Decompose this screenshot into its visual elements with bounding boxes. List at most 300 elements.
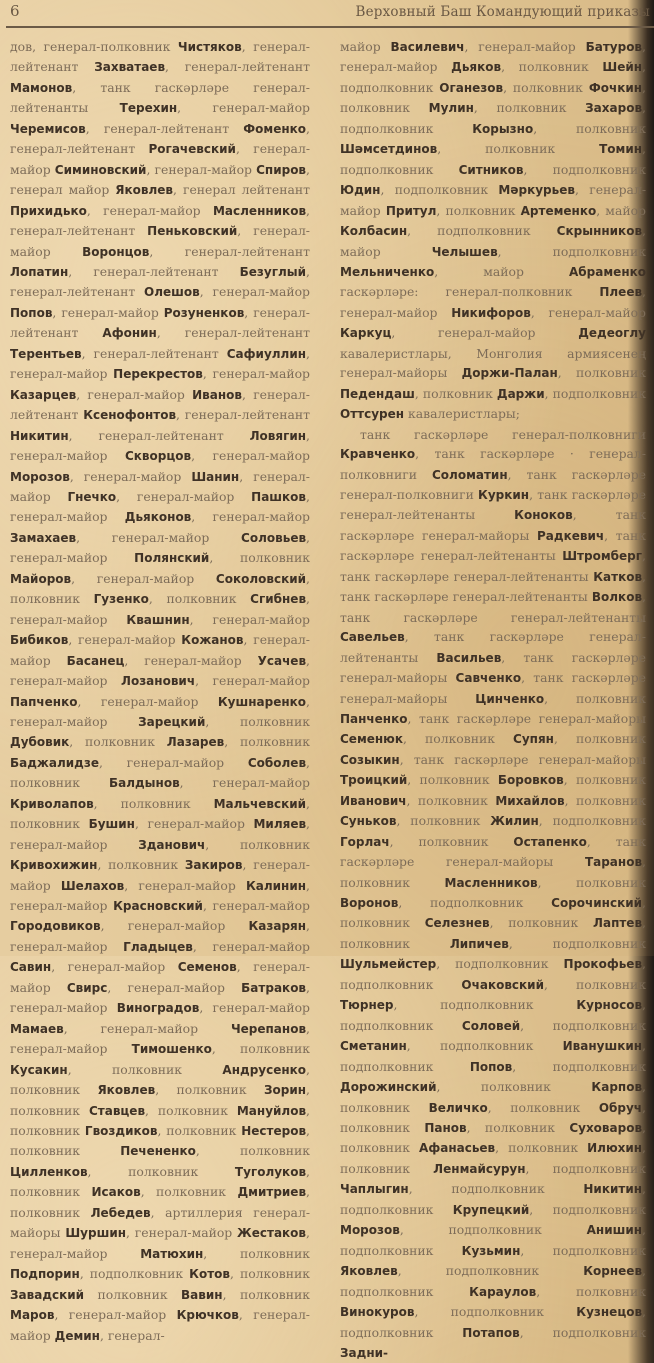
rank-text: , генерал-лейтенант	[176, 407, 310, 423]
person-name: Яковлев	[340, 1264, 398, 1279]
person-name: Миляев	[253, 817, 307, 832]
rank-text: , подполковник	[398, 895, 552, 911]
rank-text: , генерал-майор	[10, 1225, 310, 1261]
rank-text: , подполковник	[407, 223, 557, 239]
rank-text: , полковник	[466, 1120, 570, 1136]
rank-text: , полковник	[396, 813, 491, 829]
person-name: Калинин	[245, 878, 307, 893]
rank-text: , подполковник	[340, 100, 646, 136]
rank-text: , полковник	[67, 1061, 223, 1077]
rank-text: , полковник	[224, 734, 310, 750]
person-name: Артеменко	[520, 203, 597, 218]
person-name: Созыкин	[340, 752, 400, 767]
rank-text: , полковник	[222, 1286, 310, 1302]
person-name: Баджалидзе	[10, 755, 99, 770]
rank-text: , танк гаскәрләре генерал-лейтенанты	[340, 527, 646, 564]
rank-text: , генерал-майор	[10, 488, 310, 525]
person-name: Абраменко	[569, 264, 646, 279]
rank-text: , подполковник	[340, 59, 646, 95]
rank-text: , подполковник	[508, 935, 646, 951]
person-name: Черемисов	[10, 121, 86, 136]
rank-text: , подполковник	[497, 243, 646, 259]
person-name: Курносов	[576, 998, 643, 1013]
person-name: Туголуков	[234, 1164, 307, 1179]
person-name: Анишин	[586, 1223, 643, 1238]
person-name: Горлач	[340, 834, 390, 849]
rank-text: , полковник	[10, 1123, 310, 1159]
paragraph	[10, 37, 310, 1346]
person-name: Завадский	[10, 1287, 85, 1302]
person-name: Доржи-Палан	[461, 366, 558, 381]
person-name: Мельниченко	[340, 264, 435, 279]
rank-text: , генерал-майор	[10, 918, 310, 954]
person-name: Дьяконов	[124, 510, 192, 525]
rank-text: , танк гаскәрләре генерал-майоры	[399, 751, 646, 767]
person-name: Морозов	[10, 469, 70, 484]
person-name: Шанин	[191, 469, 240, 484]
person-name: Никифоров	[451, 305, 531, 320]
person-name: Семенов	[177, 960, 237, 975]
rank-text: , подполковник	[399, 1222, 587, 1238]
rank-text: , генерал-лейтенант	[10, 263, 310, 300]
rank-text: , генерал-майор	[10, 223, 310, 259]
person-name: Шульмейстер	[340, 957, 437, 972]
rank-text: , генерал-майор	[189, 611, 310, 627]
person-name: Коноков	[514, 508, 573, 523]
person-name: Полянский	[134, 551, 210, 566]
rank-text: , полковник	[97, 857, 185, 873]
person-name: Подпорин	[10, 1267, 80, 1282]
rank-text: , полковник	[10, 570, 310, 607]
person-name: Сгибнев	[250, 592, 307, 607]
person-name: Прихидько	[10, 203, 87, 218]
rank-text: , полковник	[437, 141, 600, 157]
rank-text: , генерал-майор	[10, 141, 311, 177]
person-name: Городовиков	[10, 919, 101, 934]
rank-text: , генерал-майор	[107, 979, 242, 995]
person-name: Суховаров	[569, 1121, 643, 1136]
person-name: Мулин	[428, 101, 474, 116]
person-name: Караулов	[469, 1284, 537, 1299]
person-name: Обруч	[598, 1100, 643, 1115]
rank-text: , генерал-майор	[10, 857, 310, 893]
rank-text: , генерал-лейтенант	[156, 325, 310, 341]
person-name: Юдин	[340, 183, 381, 198]
person-name: Афонин	[102, 326, 157, 341]
rank-text: кавалеристлары;	[404, 406, 520, 422]
person-name: Усачев	[257, 653, 307, 668]
right-column	[340, 37, 646, 1363]
person-name: Дорожинский	[340, 1080, 437, 1095]
person-name: Селезнев	[424, 916, 490, 931]
person-name: Соловьев	[241, 530, 307, 545]
person-name: Соломатин	[431, 467, 508, 482]
rank-text: , полковник	[69, 734, 167, 750]
rank-text: , полковник	[389, 833, 514, 849]
rank-text: , полковник	[503, 79, 589, 95]
paragraph	[340, 37, 646, 425]
rank-text: , полковник	[533, 120, 646, 136]
rank-text: , полковник	[205, 836, 310, 852]
person-name: Оганезов	[439, 80, 504, 95]
person-name: Васильев	[436, 650, 502, 665]
person-name: Гвоздиков	[84, 1124, 158, 1139]
rank-text: , подполковник	[340, 1304, 646, 1340]
rank-text: , полковник	[501, 59, 603, 75]
person-name: Кривохижин	[10, 858, 98, 873]
person-name: Зарецкий	[138, 714, 206, 729]
person-name: Нестеров	[241, 1124, 307, 1139]
person-name: Соколовский	[215, 571, 307, 586]
person-name: Пеньковский	[147, 224, 238, 239]
person-name: Жестаков	[237, 1226, 307, 1241]
person-name: Воронов	[340, 896, 399, 911]
person-name: Супян	[513, 732, 554, 747]
rank-text: , полковник	[148, 591, 251, 607]
person-name: Казарцев	[10, 387, 77, 402]
person-name: Перекрестов	[113, 367, 203, 382]
person-name: Илюхин	[587, 1141, 643, 1156]
person-name: Виноградов	[116, 1001, 200, 1016]
person-name: Красновский	[113, 899, 203, 914]
rank-text: , подполковник	[520, 1242, 646, 1258]
rank-text: , полковник	[340, 895, 646, 931]
rank-text: , генерал-майор	[191, 448, 310, 464]
person-name: Лебедев	[90, 1205, 151, 1220]
person-name: Басанец	[66, 653, 125, 668]
rank-text: , генерал-лейтенант	[10, 120, 310, 157]
rank-text: , генерал-майор	[134, 816, 254, 832]
rank-text: , полковник	[340, 1140, 646, 1176]
person-name: Яковлев	[97, 1083, 156, 1098]
rank-text: , подполковник	[408, 1181, 584, 1197]
person-name: Томин	[599, 142, 643, 157]
person-name: Винокуров	[340, 1305, 415, 1320]
rank-text: , генерал-лейтенант	[68, 427, 250, 443]
rank-text: , подполковник	[380, 182, 499, 198]
rank-text: , подполковник	[406, 1038, 563, 1054]
rank-text: , полковник	[10, 795, 310, 832]
person-name: Остапенко	[513, 834, 587, 849]
rank-text: , полковник	[195, 1143, 310, 1159]
rank-text: , генерал-майор	[10, 468, 310, 504]
person-name: Дедеоглу	[578, 326, 646, 341]
person-name: Печененко	[120, 1144, 196, 1159]
rank-text: , генерал-лейтенант	[10, 202, 310, 239]
person-name: Захаров	[585, 101, 643, 116]
page-header	[6, 0, 654, 28]
person-name: Исаков	[91, 1185, 141, 1200]
rank-text: , генерал-майор	[10, 1020, 310, 1057]
person-name: Кушнаренко	[217, 694, 307, 709]
rank-text: , майор	[434, 263, 570, 279]
person-name: Вавин	[181, 1287, 223, 1302]
person-name: Лопатин	[10, 264, 69, 279]
rank-text: , генерал-майор	[177, 100, 310, 116]
rank-text: , полковник	[487, 1099, 599, 1115]
rank-text: , подполковник	[436, 956, 564, 972]
rank-text: , генерал-лейтенант	[85, 120, 244, 136]
rank-text: , полковник	[436, 1079, 592, 1095]
rank-text: , генерал-майор	[10, 345, 310, 382]
person-name: Андрусенко	[222, 1062, 307, 1077]
rank-text: , подполковник	[519, 1324, 646, 1340]
person-name: Семенюк	[340, 732, 403, 747]
rank-text: , генерал-лейтенант	[10, 39, 310, 75]
rank-text: , танк гаскәрләре генерал-майоры	[340, 670, 646, 706]
rank-text: , полковник	[407, 772, 498, 788]
rank-text: , полковник	[140, 1184, 238, 1200]
person-name: Лазарев	[166, 735, 225, 750]
person-name: Рогачевский	[148, 142, 236, 157]
rank-text: , генерал-майор	[52, 304, 164, 320]
rank-text: , генерал-майор	[191, 509, 310, 525]
rank-text: , генерал-майор	[68, 632, 182, 648]
rank-text: , майор	[596, 202, 646, 218]
rank-text: , танк гаскәрләре генерал-майоры	[407, 710, 646, 726]
person-name: Соболев	[247, 755, 307, 770]
person-name: Панченко	[340, 711, 408, 726]
person-name: Майоров	[10, 571, 72, 586]
person-name: Мәркурьев	[498, 183, 575, 198]
rank-text: , генерал-лейтенант	[10, 304, 310, 341]
rank-text: , полковник	[536, 1283, 646, 1299]
rank-text: , генерал-майор	[391, 325, 579, 341]
rank-text: , генерал-майор	[10, 959, 310, 995]
person-name: Розуненков	[163, 305, 245, 320]
rank-text: , генерал-майор	[124, 652, 258, 668]
rank-text: , майор	[340, 223, 646, 259]
rank-text: , генерал-майор	[340, 284, 646, 320]
rank-text: кавалеристлары, Монголия армиясенең генерал-майоры	[340, 345, 646, 381]
rank-text: , подполковник	[414, 1304, 577, 1320]
person-name: Сорочинский	[551, 896, 643, 911]
person-name: Батуров	[585, 40, 643, 54]
rank-text: , танк гаскәрләре генерал-майоры	[340, 507, 646, 543]
person-name: Педендаш	[340, 386, 415, 401]
rank-text: , полковник	[203, 1245, 310, 1261]
person-name: Очаковский	[461, 977, 544, 992]
person-name: Попов	[469, 1059, 513, 1074]
rank-text: , полковник	[563, 772, 646, 788]
person-name: Карпов	[591, 1080, 643, 1095]
person-name: Корызно	[472, 121, 534, 136]
rank-text: , генерал-майор	[464, 39, 586, 54]
rank-text: майор	[340, 39, 391, 54]
rank-text: , танк гаскәрләре генерал-лейтенанты	[340, 486, 646, 523]
person-name: Таранов	[584, 855, 643, 870]
rank-text: , генерал-майор	[10, 652, 310, 689]
person-name: Волков	[591, 590, 643, 605]
person-name: Лозанович	[121, 674, 196, 689]
person-name: Батраков	[241, 980, 307, 995]
person-name: Пашков	[251, 489, 307, 504]
rank-text: , генерал-майор	[126, 1225, 238, 1241]
rank-text: , генерал-майор	[86, 202, 213, 218]
person-name: Котов	[189, 1267, 231, 1282]
person-name: Крупецкий	[452, 1202, 530, 1217]
person-name: Зорин	[263, 1083, 307, 1098]
person-name: Ленмайсурун	[433, 1161, 526, 1176]
rank-text: , полковник	[211, 1041, 310, 1057]
person-name: Олешов	[144, 285, 200, 300]
rank-text: , подполковник	[340, 956, 646, 992]
rank-text: , подполковник	[520, 1017, 646, 1033]
person-name: Балдынов	[108, 776, 180, 791]
person-name: Шуршин	[65, 1226, 127, 1241]
rank-text: , подполковник	[340, 1181, 646, 1217]
rank-text: , подполковник	[393, 997, 577, 1013]
person-name: Савин	[10, 960, 52, 975]
rank-text: , генерал-майор	[199, 284, 310, 300]
rank-text: , полковник	[473, 100, 586, 116]
person-name: Михайлов	[495, 793, 565, 808]
person-name: Кузнецов	[576, 1305, 643, 1320]
rank-text: , генерал-майор	[116, 488, 252, 504]
rank-text: , полковник	[406, 792, 496, 808]
rank-text: , подполковник	[544, 385, 646, 401]
rank-text: полковник	[84, 1286, 182, 1302]
person-name: Притул	[385, 203, 437, 218]
left-column	[10, 37, 310, 1346]
rank-text: , полковник	[145, 1102, 237, 1118]
rank-text: , полковник	[340, 79, 646, 116]
person-name: Зданович	[138, 837, 206, 852]
paragraph	[340, 425, 646, 1363]
person-name: Колбасин	[340, 224, 408, 239]
rank-text: , полковник	[537, 874, 646, 890]
rank-text: , танк гаскәрләре генерал-лейтенанты	[10, 79, 310, 116]
rank-text: , подполковник	[538, 813, 646, 829]
person-name: Воронцов	[82, 244, 150, 259]
rank-text: , генерал-майор	[10, 877, 310, 914]
person-name: Задни-	[340, 1346, 388, 1360]
rank-text: , полковник	[436, 202, 521, 218]
person-name: Гнечко	[67, 489, 117, 504]
rank-text: , полковник	[340, 854, 646, 890]
rank-text: , генерал-майор	[10, 632, 310, 668]
rank-text: , танк гаскәрләре генерал-лейтенанты	[340, 568, 646, 605]
rank-text: , генерал-лейтенант	[149, 243, 310, 259]
person-name: Гладыцев	[123, 939, 193, 954]
person-name: Захватаев	[94, 60, 166, 75]
person-name: Челышев	[431, 244, 498, 259]
person-name: Ситников	[458, 162, 524, 177]
person-name: Штромберг	[562, 549, 643, 564]
person-name: Афанасьев	[419, 1141, 496, 1156]
rank-text: дов, генерал-полковник	[10, 39, 178, 54]
person-name: Мамонов	[10, 80, 73, 95]
person-name: Тюрнер	[340, 998, 394, 1013]
person-name: Дубовик	[10, 735, 70, 750]
rank-text: , генерал-майор	[202, 898, 310, 914]
rank-text: , полковник	[489, 915, 593, 931]
person-name: Мамаев	[10, 1021, 64, 1036]
rank-text: , генерал-майор	[76, 386, 193, 402]
rank-text: , генерал-майор	[340, 182, 647, 218]
rank-text: , полковник	[10, 1163, 310, 1200]
person-name: Симиновский	[54, 162, 147, 177]
person-name: Скворцов	[124, 449, 192, 464]
rank-text: , генерал-майор	[69, 468, 192, 484]
running-title: Верховный Баш Командующий приказы	[355, 4, 650, 20]
rank-text: , артиллерия генерал-майоры	[10, 1204, 311, 1241]
person-name: Кусакин	[10, 1062, 68, 1077]
person-name: Величко	[428, 1100, 488, 1115]
rank-text: , генерал-майор	[10, 693, 310, 729]
person-name: Прокофьев	[563, 957, 643, 972]
person-name: Катков	[593, 569, 643, 584]
person-name: Соловей	[461, 1018, 521, 1033]
person-name: Даржи	[496, 386, 545, 401]
person-name: Масленников	[444, 875, 538, 890]
rank-text: , полковник	[403, 731, 514, 747]
rank-text: , генерал-майор	[76, 529, 242, 545]
rank-text: , подполковник	[397, 1263, 584, 1279]
rank-text: , полковник	[10, 1082, 310, 1118]
person-name: Чистяков	[177, 40, 242, 54]
person-name: Мануйлов	[236, 1103, 307, 1118]
rank-text: , полковник	[557, 365, 646, 381]
rank-text: , полковник	[157, 1123, 242, 1139]
person-name: Мальчевский	[213, 796, 307, 811]
rank-text: гаскәрләре: генерал-полковник	[340, 284, 600, 300]
rank-text: , полковник	[205, 713, 310, 729]
rank-text: , полковник	[87, 1163, 235, 1179]
person-name: Масленников	[212, 203, 307, 218]
person-name: Троицкий	[340, 773, 408, 788]
person-name: Фочкин	[588, 80, 643, 95]
person-name: Закиров	[184, 858, 243, 873]
rank-text: , генерал-майор	[71, 570, 216, 586]
person-name: Бушин	[88, 817, 135, 832]
person-name: Иванов	[192, 387, 242, 402]
person-name: Плеев	[599, 285, 643, 300]
person-name: Иванович	[340, 793, 407, 808]
person-name: Липичев	[449, 936, 509, 951]
rank-text: , подполковник	[79, 1266, 190, 1282]
person-name: Лаптев	[593, 916, 643, 931]
rank-text: , генерал лейтенант	[173, 182, 310, 198]
rank-text: , генерал-лейтенант	[68, 263, 240, 279]
rank-text: , генерал-	[99, 1327, 165, 1343]
rank-text: , подполковник	[340, 1038, 646, 1074]
person-name: Чаплыгин	[340, 1182, 409, 1197]
rank-text: , полковник	[209, 550, 310, 566]
person-name: Скрынников	[556, 224, 643, 239]
rank-text: , полковник	[10, 1061, 310, 1098]
rank-text: , подполковник	[512, 1058, 646, 1074]
rank-text: , генерал-майор	[195, 673, 310, 689]
person-name: Свирс	[66, 980, 108, 995]
person-name: Замахаев	[10, 530, 77, 545]
person-name: Бибиков	[10, 633, 69, 648]
rank-text: , генерал-майор	[124, 877, 246, 893]
rank-text: , генерал-майор	[202, 366, 310, 382]
person-name: Кожанов	[181, 633, 244, 648]
person-name: Квашнин	[126, 612, 190, 627]
rank-text: , генерал-майор	[10, 816, 310, 852]
person-name: Шәмсетдинов	[340, 142, 438, 157]
person-name: Казарян	[248, 919, 307, 934]
person-name: Демин	[54, 1328, 100, 1343]
rank-text: , полковник	[340, 1099, 646, 1136]
person-name: Крючков	[176, 1308, 239, 1323]
person-name: Цилленков	[10, 1164, 88, 1179]
rank-text: , генерал-майор	[77, 693, 218, 709]
person-name: Дмитриев	[237, 1185, 307, 1200]
person-name: Маров	[10, 1308, 55, 1323]
